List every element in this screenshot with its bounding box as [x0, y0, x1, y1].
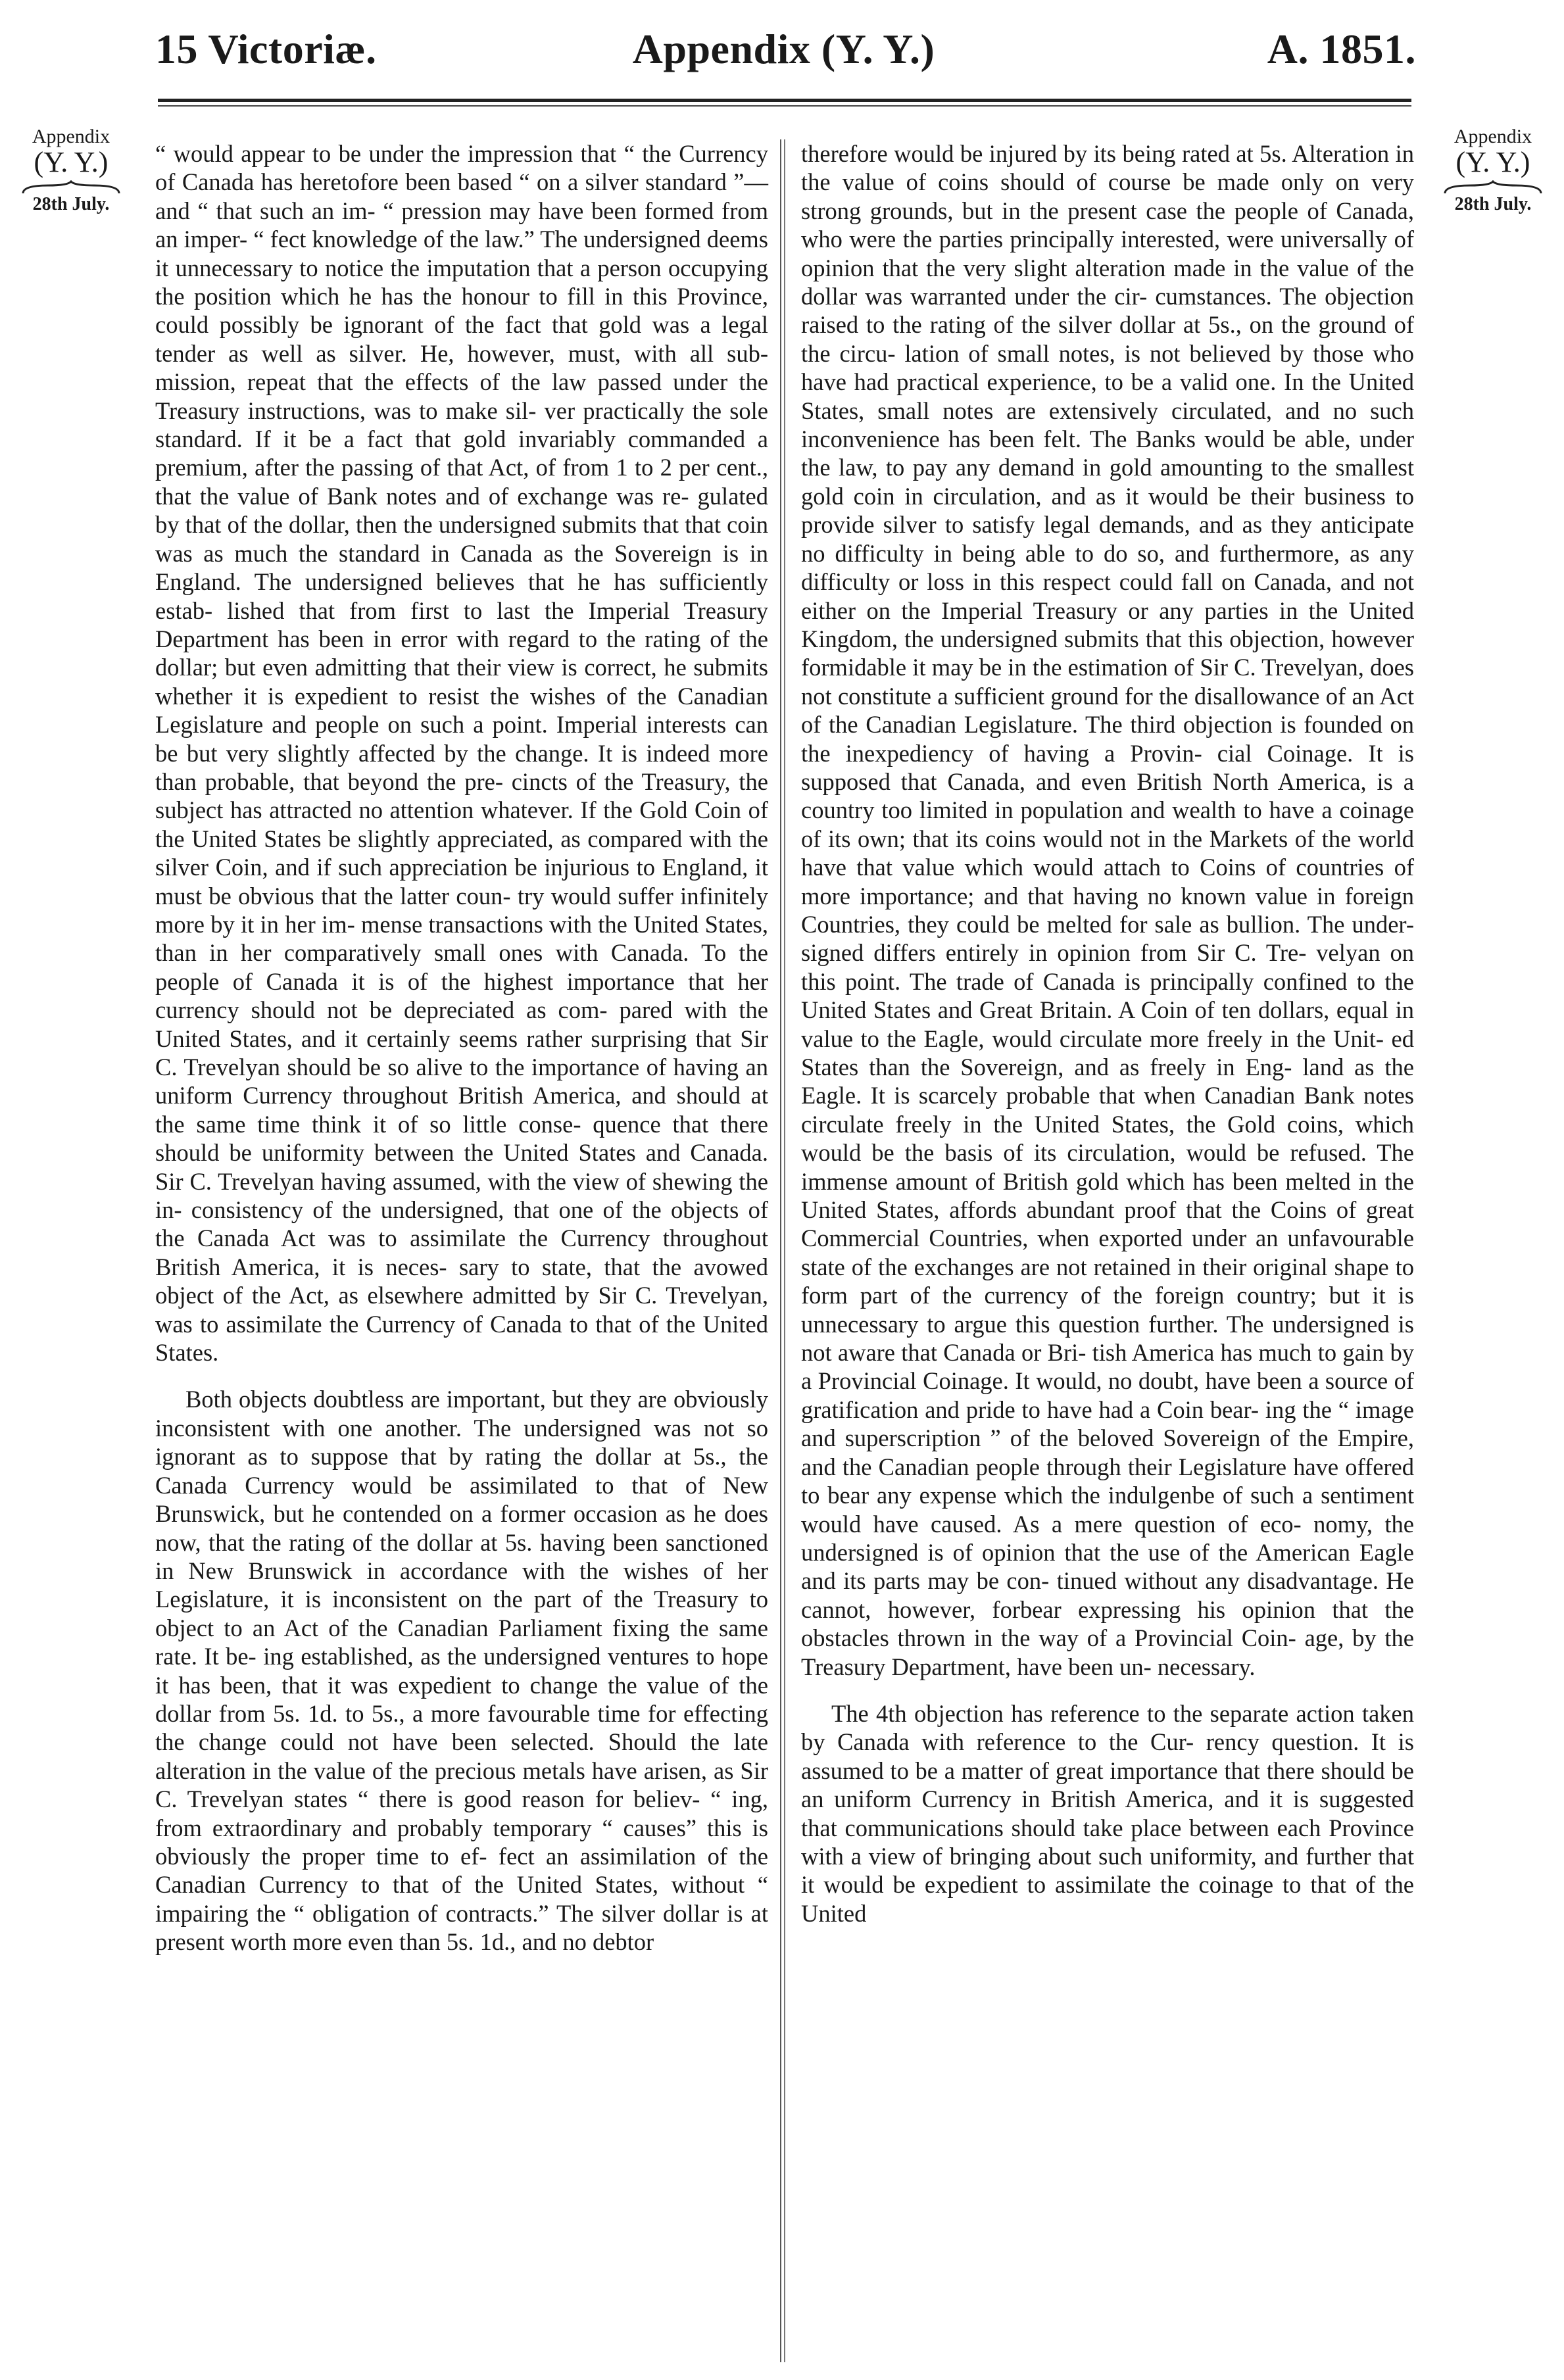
margin-note-label: Appendix — [1454, 126, 1532, 147]
paragraph: “ would appear to be under the impression that “ the Currency of Canada has heretofore been based “ on a silver standard ”—and “ that such an im- “ pression may have been formed from an imper- “ fect knowledge of the law.” The undersigned deems it unnecessary to notice the imputation that a person occupying the position which he has the honour to fill in this Province, could possibly be ignorant of the fact that gold was a legal tender as well as silver. He, however, must, with all sub- mission, repeat that the effects of the law passed under the Treasury instructions, was to make sil- ver practically the sole standard. If it be a fact that gold invariably commanded a premium, after the passing of that Act, of from 1 to 2 per cent., that the value of Bank notes and of exchange was re- gulated by that of the dollar, then the undersigned submits that that coin was as much the standard in Canada as the Sovereign is in England. The undersigned believes that he has sufficiently estab- lished that from first to last the Imperial Treasury Department has been in error with regard to the rating of the dollar; but even admitting that their view is correct, he submits whether it is expedient to resist the wishes of the Canadian Legislature and people on such a point. Imperial interests can be but very slightly affected by the change. It is indeed more than probable, that beyond the pre- cincts of the Treasury, the subject has attracted no attention whatever. If the Gold Coin of the United States be slightly appreciated, as compared with the silver Coin, and if such appreciation be injurious to England, it must be obvious that the latter coun- try would suffer infinitely more by it in her im- mense transactions with the United States, than in her comparatively small ones with Canada. To the people of Canada it is of the highest importance that her currency should not be depreciated as com- pared with the United States, and it certainly seems rather surprising that Sir C. Trevelyan should be so alive to the importance of having an uniform Currency throughout British America, and should at the same time think it of so little conse- quence that there should be uniformity between the United States and Canada. Sir C. Trevelyan having assumed, with the view of shewing the in- consistency of the undersigned, that one of the objects of the Canada Act was to assimilate the Currency throughout British America, it is neces- sary to state, that the avowed object of the Act, as elsewhere admitted by Sir C. Trevelyan, was to assimilate the Currency of Canada to that of the United States. — [155, 140, 768, 1367]
page-title: Appendix (Y. Y.) — [632, 26, 935, 72]
header-rule — [158, 99, 1411, 102]
header-rule-thin — [158, 105, 1411, 107]
margin-note-date: 28th July. — [32, 193, 110, 214]
paragraph: therefore would be injured by its being rated at 5s. Alteration in the value of coins should of course be made only on very strong grounds, but in the present case the people of Canada, who were the parties principally interested, were universally of opinion that the very slight alteration made in the value of the dollar was warranted under the cir- cumstances. The objection raised to the rating of the silver dollar at 5s., on the ground of the circu- lation of small notes, is not believed by those who have had practical experience, to be a valid one. In the United States, small notes are extensively circulated, and no such inconvenience has been felt. The Banks would be able, under the law, to pay any demand in gold amounting to the smallest gold coin in circulation, and as it would be their business to provide silver to satisfy legal demands, and as they anticipate no difficulty in being able to do so, and furthermore, as any difficulty or loss in this respect could fall on Canada, and not either on the Imperial Treasury or any parties in the United Kingdom, the undersigned submits that this objection, however formidable it may be in the estimation of Sir C. Trevelyan, does not constitute a sufficient ground for the disallowance of an Act of the Canadian Legislature. The third objection is founded on the inexpediency of having a Provin- cial Coinage. It is supposed that Canada, and even British North America, is a country too limited in population and wealth to have a coinage of its own; that its coins would not in the Markets of the world have that value which would attach to Coins of countries of more importance; and that having no known value in foreign Countries, they could be melted for sale as bullion. The under- signed differs entirely in opinion from Sir C. Tre- velyan on this point. The trade of Canada is principally confined to the United States and Great Britain. A Coin of ten dollars, equal in value to the Eagle, would circulate more freely in the Unit- ed States than the Sovereign, and as freely in Eng- land as the Eagle. It is scarcely probable that when Canadian Bank notes circulate freely in the United States, the Gold coins, which would be the basis of its circulation, would be refused. The immense amount of British gold which has been melted in the United States, affords abundant proof that the Coins of great Commercial Countries, when exported under an unfavourable state of the exchanges are not retained in their original shape to form part of the currency of the foreign country; but it is unnecessary to argue this question further. The undersigned is not aware that Canada or Bri- tish America has much to gain by a Provincial Coinage. It would, no doubt, have been a source of gratification and pride to have had a Coin bear- ing the “ image and superscription ” of the beloved Sovereign of the Empire, and the Canadian people through their Legislature have offered to bear any expense which the indulgenbe of such a sentiment would have caused. As a mere question of eco- nomy, the undersigned is of opinion that the use of the American Eagle and its parts may be con- tinued without any disadvantage. He cannot, however, forbear expressing his opinion that the obstacles thrown in the way of a Provincial Coin- age, by the Treasury Department, have been un- necessary. — [801, 140, 1414, 1680]
text-column-left — [155, 139, 768, 1956]
margin-note-right — [1427, 126, 1559, 214]
paragraph: Both objects doubtless are important, but they are obviously inconsistent with one another. The undersigned was not so ignorant as to suppose that by rating the dollar at 5s., the Canada Currency would be assimilated to that of New Brunswick, but he contended on a former occasion as he does now, that the rating of the dollar at 5s. having been sanctioned in New Brunswick in accordance with the wishes of her Legislature, it is inconsistent on the part of the Treasury to object to an Act of the Canadian Parliament fixing the same rate. It be- ing established, as the undersigned ventures to hope it has been, that it was expedient to change the value of the dollar from 5s. 1d. to 5s., a more favourable time for effecting the change could not have been selected. Should the late alteration in the value of the precious metals have arisen, as Sir C. Trevelyan states “ there is good reason for believ- “ ing, from extraordinary and probably temporary “ causes” this is obviously the proper time to ef- fect an assimilation of the Canadian Currency to that of the United States, without “ impairing the “ obligation of contracts.” The silver dollar is at present worth more even than 5s. 1d., and no debtor — [155, 1386, 768, 1956]
text-column-right — [801, 139, 1414, 1928]
year-label: A. 1851. — [1267, 26, 1416, 72]
session-label: 15 Victoriæ. — [155, 26, 377, 72]
margin-note-date: 28th July. — [1454, 193, 1532, 214]
brace-icon — [1444, 180, 1542, 195]
margin-note-label: Appendix — [32, 126, 110, 147]
page-header — [151, 25, 1416, 84]
brace-icon — [22, 180, 120, 195]
margin-note-left — [5, 126, 137, 214]
column-divider — [780, 139, 781, 2362]
column-divider — [784, 139, 785, 2362]
margin-note-code: (Y. Y.) — [34, 145, 109, 178]
margin-note-code: (Y. Y.) — [1455, 145, 1530, 178]
paragraph: The 4th objection has reference to the separate action taken by Canada with reference to the Cur- rency question. It is assumed to be a matter of great importance that there should be an uniform Currency in British America, and it is suggested that communications should take place between each Province with a view of bringing about such uniformity, and further that it would be expedient to assimilate the coinage to that of the United — [801, 1699, 1414, 1927]
